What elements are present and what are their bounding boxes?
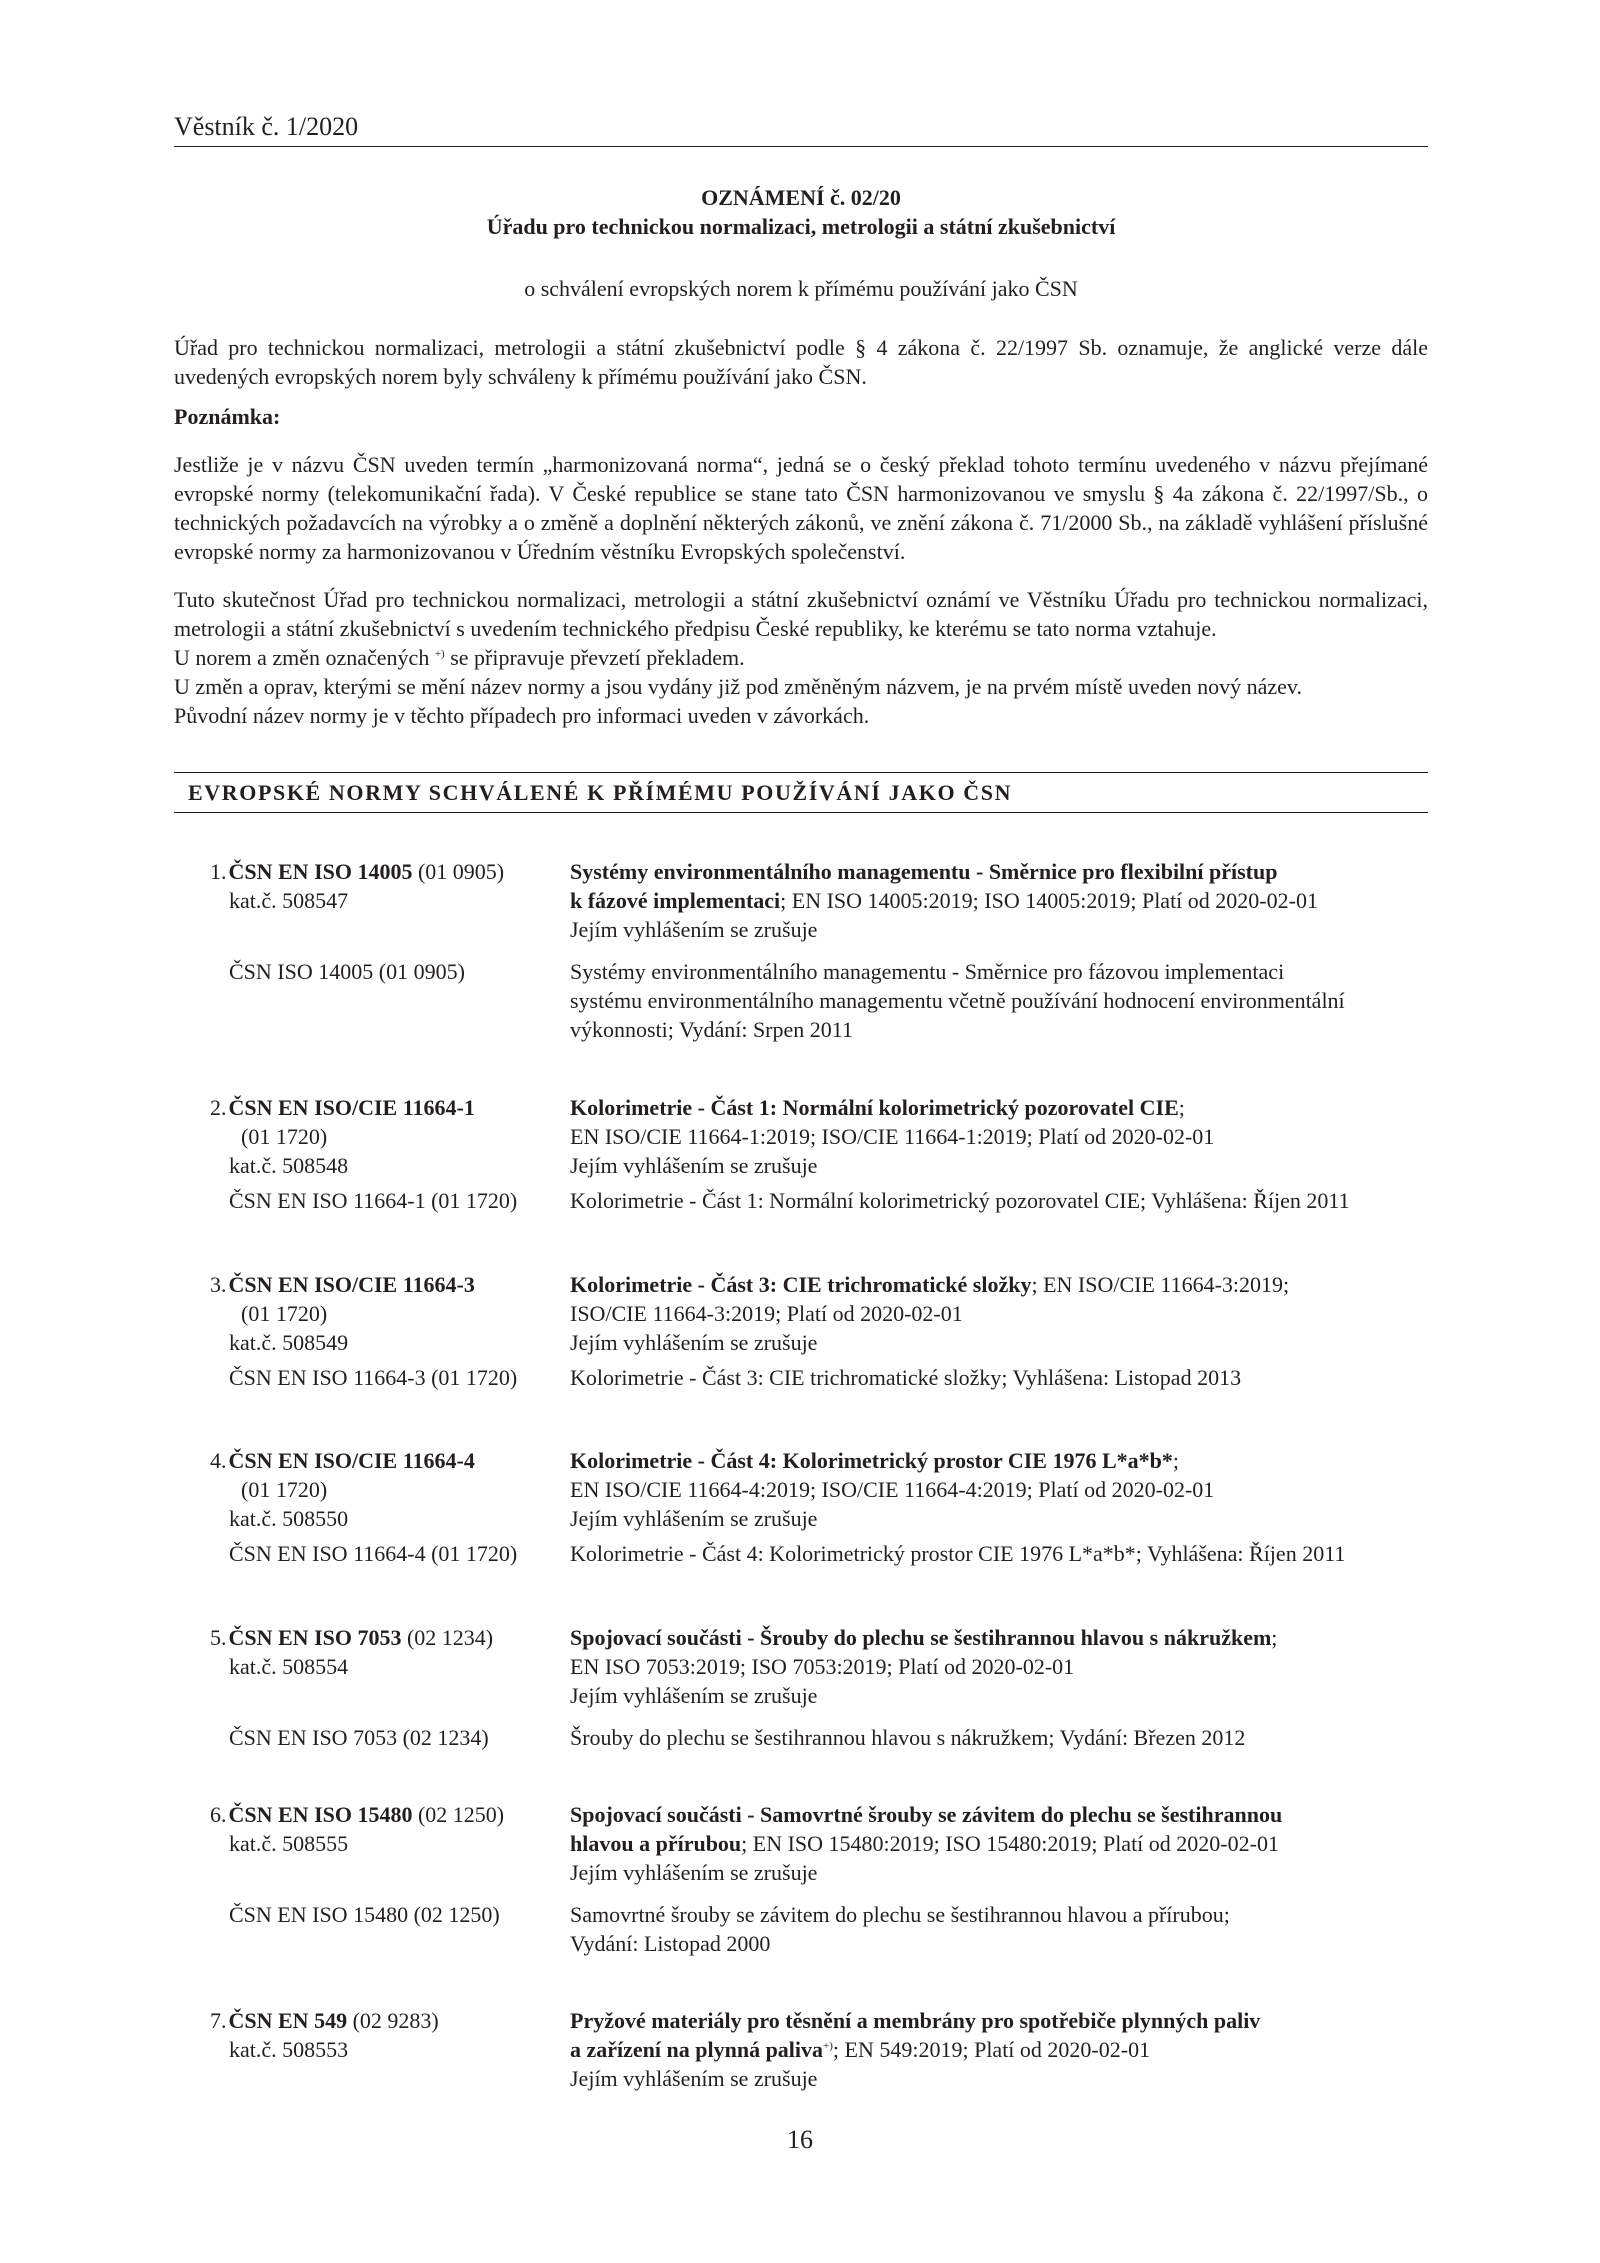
entry-title: Spojovací součásti - Samovrtné šrouby se závitem do plechu se šestihrannou hlavou a přírubou; EN ISO 15480:2019; ISO 15480:2019; Platí od 2020-02-01 Jejím vyhlášením se zrušuje (570, 1800, 1420, 1887)
standard-entry-7 (174, 2006, 1434, 2093)
entry-title: Kolorimetrie - Část 1: Normální kolorimetrický pozorovatel CIE; EN ISO/CIE 11664-1:2019; ISO/CIE 11664-1:2019; Platí od 2020-02-01 Jejím vyhlášením se zrušuje (570, 1093, 1420, 1180)
announcement-title: OZNÁMENÍ č. 02/20 (701, 185, 901, 210)
entry-designation: 3. ČSN EN ISO/CIE 11664-3 (01 1720) kat.č. 508549 (174, 1270, 554, 1357)
entry-title: Kolorimetrie - Část 4: Kolorimetrický prostor CIE 1976 L*a*b*; EN ISO/CIE 11664-4:2019; ISO/CIE 11664-4:2019; Platí od 2020-02-01 Jejím vyhlášením se zrušuje (570, 1446, 1420, 1533)
replaced-standard: ČSN EN ISO 11664-3 (01 1720) Kolorimetrie - Část 3: CIE trichromatické složky; Vyhlášena: Listopad 2013 (229, 1365, 1242, 1390)
catalog-number: kat.č. 508553 (229, 2037, 349, 2062)
cancels-line: Jejím vyhlášením se zrušuje (570, 1330, 818, 1355)
cancels-line: Jejím vyhlášením se zrušuje (570, 1153, 818, 1178)
replaced-standard: ČSN EN ISO 7053 (02 1234) Šrouby do plechu se šestihrannou hlavou s nákružkem; Vydání: Březen 2012 (229, 1725, 1246, 1750)
standard-entry-5 (174, 1623, 1434, 1752)
intro-paragraph: Úřad pro technickou normalizaci, metrologii a státní zkušebnictví podle § 4 zákona č. 22/1997 Sb. oznamuje, že anglické verze dále uvedených evropských norem byly schváleny k přímému používání jako ČSN. (174, 335, 1428, 389)
catalog-number: kat.č. 508550 (229, 1506, 349, 1531)
replaced-standard: ČSN EN ISO 15480 (02 1250) Samovrtné šrouby se závitem do plechu se šestihrannou hlavou a přírubou; Vydání: Listopad 2000 (229, 1902, 1230, 1956)
catalog-number: kat.č. 508555 (229, 1831, 349, 1856)
cancels-line: Jejím vyhlášením se zrušuje (570, 1683, 818, 1708)
entry-title: Kolorimetrie - Část 3: CIE trichromatické složky; EN ISO/CIE 11664-3:2019; ISO/CIE 11664-3:2019; Platí od 2020-02-01 Jejím vyhlášením se zrušuje (570, 1270, 1420, 1357)
translation-mark: +) (434, 648, 445, 660)
standard-entry-4 (174, 1446, 1434, 1568)
entry-designation: 6. ČSN EN ISO 15480 (02 1250) kat.č. 508555 (174, 1800, 554, 1858)
cancels-line: Jejím vyhlášením se zrušuje (570, 1860, 818, 1885)
replaced-standard: ČSN EN ISO 11664-4 (01 1720) Kolorimetrie - Část 4: Kolorimetrický prostor CIE 1976 L*a*b*; Vyhlášena: Říjen 2011 (229, 1541, 1346, 1566)
entry-designation: 5. ČSN EN ISO 7053 (02 1234) kat.č. 508554 (174, 1623, 554, 1681)
section-rule-bottom (174, 812, 1428, 813)
announcement-subject: o schválení evropských norem k přímému používání jako ČSN (524, 276, 1078, 301)
header-rule (174, 146, 1428, 147)
section-title: EVROPSKÉ NORMY SCHVÁLENÉ K PŘÍMÉMU POUŽÍVÁNÍ JAKO ČSN (188, 780, 1013, 805)
standard-entry-2 (174, 1093, 1434, 1215)
entry-designation: 2. ČSN EN ISO/CIE 11664-1 (01 1720) kat.č. 508548 (174, 1093, 554, 1180)
note-paragraph-4: U změn a oprav, kterými se mění název normy a jsou vydány již pod změněným názvem, je na prvém místě uveden nový název. (174, 674, 1302, 699)
catalog-number: kat.č. 508554 (229, 1654, 349, 1679)
note-label: Poznámka: (174, 404, 281, 429)
standard-entry-6 (174, 1800, 1434, 1958)
replaced-standard: ČSN EN ISO 11664-1 (01 1720) Kolorimetrie - Část 1: Normální kolorimetrický pozorovatel CIE; Vyhlášena: Říjen 2011 (229, 1188, 1350, 1213)
page-number: 16 (787, 2125, 813, 2154)
note-paragraph-1: Jestliže je v názvu ČSN uveden termín „harmonizovaná norma“, jedná se o český překlad tohoto termínu uvedeného v názvu přejímané evropské normy (telekomunikační řada). V České republice se stane tato ČSN harmonizovanou ve smyslu § 4a zákona č. 22/1997/Sb., o technických požadavcích na výrobky a o změně a doplnění některých zákonů, ve znění zákona č. 71/2000 Sb., na základě vyhlášení příslušné evropské normy za harmonizovanou v Úředním věstníku Evropských společenství. (174, 452, 1428, 564)
announcement-authority: Úřadu pro technickou normalizaci, metrologii a státní zkušebnictví (486, 214, 1116, 239)
body-text (174, 333, 1428, 730)
replaced-standard: ČSN ISO 14005 (01 0905) Systémy environmentálního managementu - Směrnice pro fázovou implementaci systému environmentálního managementu včetně používání hodnocení environmentální výkonnosti; Vydání: Srpen 2011 (229, 959, 1345, 1042)
running-head: Věstník č. 1/2020 (174, 112, 359, 141)
announcement-heading (174, 183, 1428, 303)
catalog-number: kat.č. 508549 (229, 1330, 349, 1355)
entry-title: Systémy environmentálního managementu - Směrnice pro flexibilní přístup k fázové implementaci; EN ISO 14005:2019; ISO 14005:2019; Platí od 2020-02-01 Jejím vyhlášením se zrušuje (570, 857, 1420, 944)
entry-designation: 1. ČSN EN ISO 14005 (01 0905) kat.č. 508547 (174, 857, 554, 915)
section-rule-top (174, 772, 1428, 773)
note-paragraph-2: Tuto skutečnost Úřad pro technickou normalizaci, metrologii a státní zkušebnictví oznámí ve Věstníku Úřadu pro technickou normalizaci, metrologii a státní zkušebnictví s uvedením technického předpisu České republiky, ke kterému se tato norma vztahuje. (174, 587, 1428, 641)
catalog-number: kat.č. 508547 (229, 888, 349, 913)
catalog-number: kat.č. 508548 (229, 1153, 349, 1178)
cancels-line: Jejím vyhlášením se zrušuje (570, 1506, 818, 1531)
standard-entry-3 (174, 1270, 1434, 1392)
translation-mark: +) (823, 2040, 833, 2052)
entry-designation: 7. ČSN EN 549 (02 9283) kat.č. 508553 (174, 2006, 554, 2064)
entry-title: Spojovací součásti - Šrouby do plechu se šestihrannou hlavou s nákružkem; EN ISO 7053:2019; ISO 7053:2019; Platí od 2020-02-01 Jejím vyhlášením se zrušuje (570, 1623, 1420, 1710)
cancels-line: Jejím vyhlášením se zrušuje (570, 2066, 818, 2091)
entry-designation: 4. ČSN EN ISO/CIE 11664-4 (01 1720) kat.č. 508550 (174, 1446, 554, 1533)
note-paragraph-5: Původní název normy je v těchto případech pro informaci uveden v závorkách. (174, 703, 870, 728)
standard-entry-1 (174, 857, 1434, 1044)
cancels-line: Jejím vyhlášením se zrušuje (570, 917, 818, 942)
note-paragraph-3: U norem a změn označených +) se připravuje převzetí překladem. (174, 645, 745, 670)
entry-title: Pryžové materiály pro těsnění a membrány pro spotřebiče plynných paliv a zařízení na plynná paliva+); EN 549:2019; Platí od 2020-02-01 Jejím vyhlášením se zrušuje (570, 2006, 1420, 2093)
